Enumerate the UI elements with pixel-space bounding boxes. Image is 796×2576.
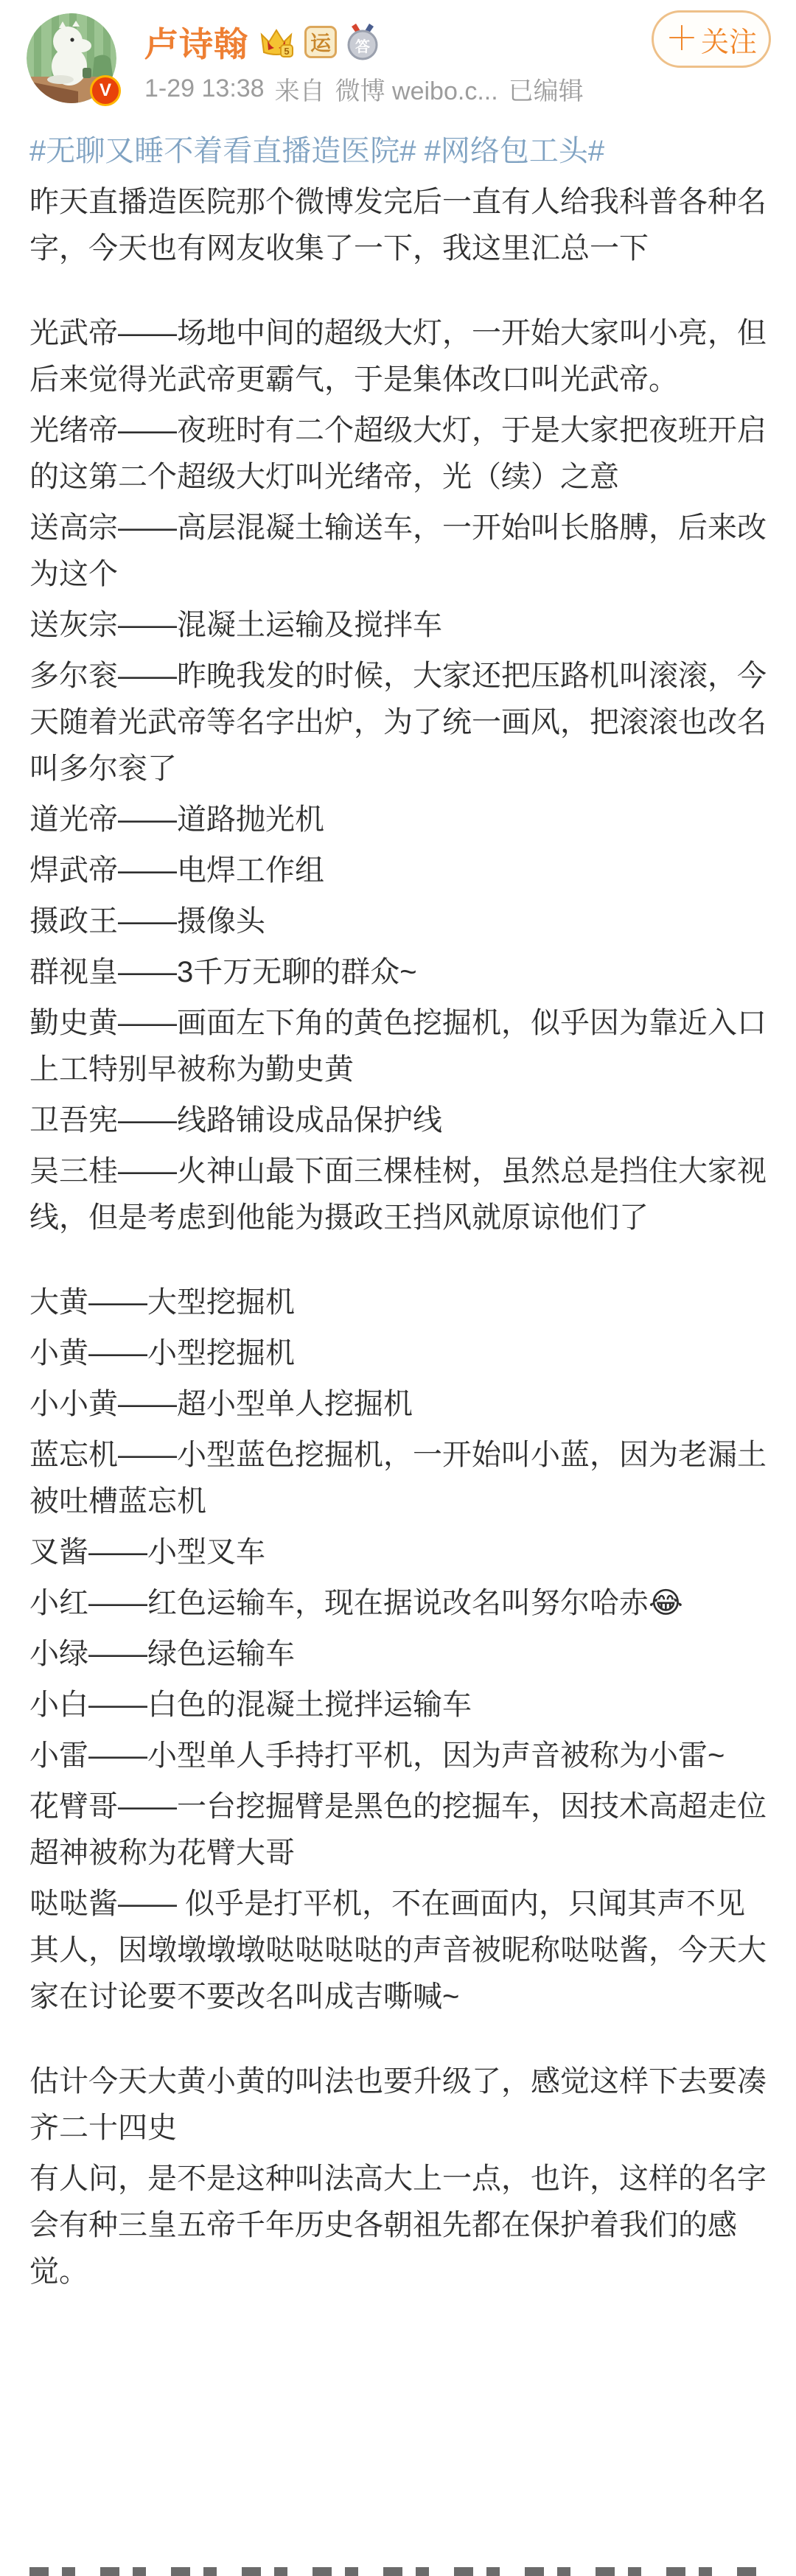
paragraph-gap xyxy=(29,1246,767,1280)
post-paragraph: 卫吾宪——线路铺设成品保护线 xyxy=(29,1104,442,1137)
post-paragraph: 送高宗——高层混凝土输送车，一开始叫长胳膊，后来改为这个 xyxy=(29,512,767,590)
post-header xyxy=(0,0,796,118)
sports-badge: 运 xyxy=(304,26,337,58)
post-paragraph: 摄政王——摄像头 xyxy=(29,905,265,938)
cutoff-text-sliver xyxy=(29,2567,767,2576)
post-meta xyxy=(144,71,769,107)
svg-text:答: 答 xyxy=(355,39,370,55)
post-content xyxy=(0,118,796,2295)
follow-button-label: 关注 xyxy=(700,27,757,58)
post-paragraph: 估计今天大黄小黄的叫法也要升级了，感觉这样下去要凑齐二十四史 xyxy=(29,2065,767,2144)
post-paragraph: 蓝忘机——小型蓝色挖掘机，一开始叫小蓝，因为老漏土被吐槽蓝忘机 xyxy=(29,1439,767,1518)
post-paragraph: 群视皇——3千万无聊的群众~ xyxy=(29,956,417,988)
post-paragraph: 昨天直播造医院那个微博发完后一直有人给我科普各种名字，今天也有网友收集了一下，我这里汇总一下 xyxy=(29,186,767,265)
follow-button[interactable] xyxy=(652,10,771,68)
timestamp: 1-29 13:38 xyxy=(144,74,265,102)
post-paragraph: 小雷——小型单人手持打平机，因为声音被称为小雷~ xyxy=(29,1739,725,1772)
verified-v-badge: V xyxy=(90,75,121,106)
post-paragraphs xyxy=(29,179,767,2295)
vip-crown-badge xyxy=(257,24,296,60)
post-paragraph: 吴三桂——火神山最下面三棵桂树，虽然总是挡住大家视线，但是考虑到他能为摄政王挡风就原谅他们了 xyxy=(29,1155,767,1234)
post-paragraph: 道光帝——道路抛光机 xyxy=(29,803,324,836)
post-paragraph: 有人问，是不是这种叫法高大上一点，也许，这样的名字会有种三皇五帝千年历史各朝祖先都在保护着我们的感觉。 xyxy=(29,2163,767,2288)
post-paragraph: 小绿——绿色运输车 xyxy=(29,1638,295,1670)
post-paragraph: 焊武帝——电焊工作组 xyxy=(29,854,324,887)
paragraph-gap xyxy=(29,276,767,310)
post-paragraph: 送灰宗——混凝土运输及搅拌车 xyxy=(29,609,442,641)
post-paragraph: 小黄——小型挖掘机 xyxy=(29,1337,295,1369)
plus-icon: ＋ xyxy=(665,21,698,57)
post-paragraph: 哒哒酱—— 似乎是打平机，不在画面内，只闻其声不见其人，因墩墩墩墩哒哒哒哒的声音被昵称哒哒酱，今天大家在讨论要不要改名叫成吉嘶喊~ xyxy=(29,1888,767,2013)
post-paragraph: 小小黄——超小型单人挖掘机 xyxy=(29,1388,413,1420)
post-paragraph: 多尔衮——昨晚我发的时候，大家还把压路机叫滚滚，今天随着光武帝等名字出炉，为了统一画风，把滚滚也改名叫多尔衮了 xyxy=(29,660,767,785)
post-paragraph: 小红——红色运输车，现在据说改名叫努尔哈赤😂 xyxy=(29,1587,683,1619)
post-paragraph: 大黄——大型挖掘机 xyxy=(29,1286,295,1319)
paragraph-gap xyxy=(29,2025,767,2059)
edited-label: 已编辑 xyxy=(508,77,584,105)
source-link[interactable]: 微博 weibo.c... xyxy=(335,77,498,105)
post-paragraph: 光绪帝——夜班时有二个超级大灯，于是大家把夜班开启的这第二个超级大灯叫光绪帝，光（续）之意 xyxy=(29,414,767,493)
svg-text:5: 5 xyxy=(284,46,290,57)
post-paragraph: 叉酱——小型叉车 xyxy=(29,1536,265,1568)
avatar[interactable] xyxy=(27,13,116,103)
hashtag-links[interactable]: #无聊又睡不着看直播造医院# #网络包工头# xyxy=(29,135,605,167)
username[interactable]: 卢诗翰 xyxy=(144,25,248,63)
post-paragraph: 勤史黄——画面左下角的黄色挖掘机，似乎因为靠近入口上工特别早被称为勤史黄 xyxy=(29,1007,767,1086)
post-paragraph: 小白——白色的混凝土搅拌运输车 xyxy=(29,1689,472,1721)
post-paragraph: 花臂哥——一台挖掘臂是黑色的挖掘车，因技术高超走位超神被称为花臂大哥 xyxy=(29,1790,767,1869)
source-prefix: 来自 xyxy=(274,77,325,105)
post-paragraph: 光武帝——场地中间的超级大灯，一开始大家叫小亮，但后来觉得光武帝更霸气，于是集体改口叫光武帝。 xyxy=(29,317,767,396)
answer-medal-badge xyxy=(346,24,380,60)
